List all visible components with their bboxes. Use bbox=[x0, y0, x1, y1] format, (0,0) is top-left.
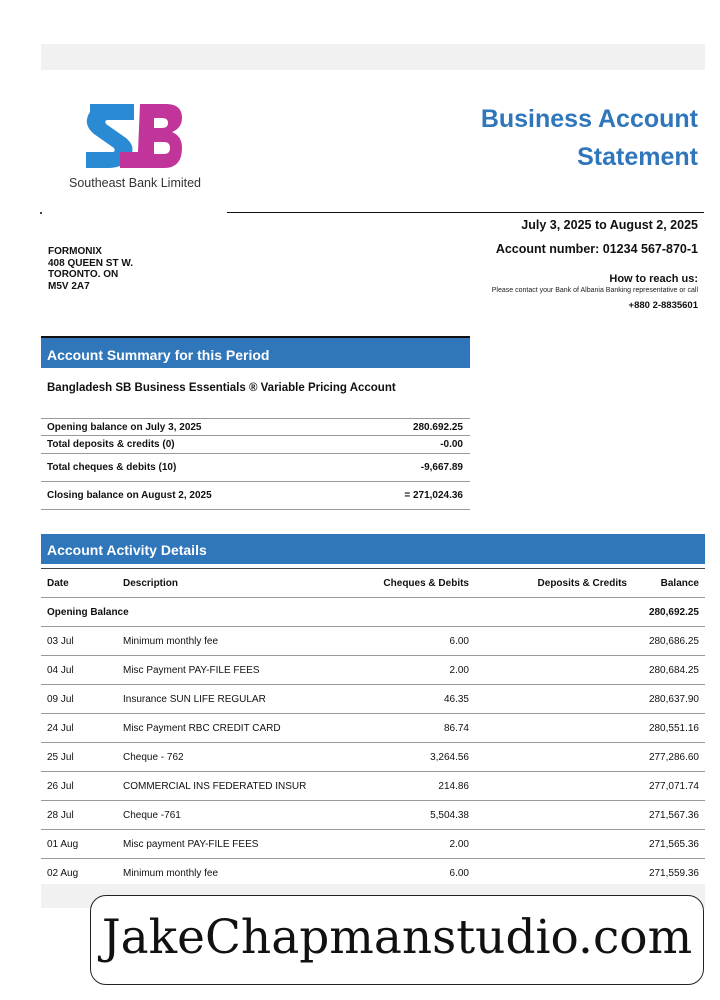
col-credits: Deposits & Credits bbox=[469, 569, 627, 598]
opening-balance: 280,692.25 bbox=[627, 598, 705, 627]
row-description: Misc payment PAY-FILE FEES bbox=[123, 830, 351, 859]
row-date: 04 Jul bbox=[41, 656, 123, 685]
row-debit: 3,264.56 bbox=[351, 743, 469, 772]
title-line-1: Business Account bbox=[480, 105, 698, 133]
row-credit bbox=[469, 801, 627, 830]
watermark-banner: JakeChapmanstudio.com bbox=[90, 895, 704, 985]
bank-name: Southeast Bank Limited bbox=[68, 176, 202, 190]
activity-table bbox=[41, 568, 705, 888]
row-debit: 2.00 bbox=[351, 656, 469, 685]
summary-row-opening bbox=[41, 419, 470, 436]
row-credit bbox=[469, 656, 627, 685]
row-date: 09 Jul bbox=[41, 685, 123, 714]
col-description: Description bbox=[123, 569, 351, 598]
title-line-2: Statement bbox=[577, 143, 698, 171]
opening-balance-row bbox=[41, 598, 705, 627]
row-credit bbox=[469, 772, 627, 801]
table-row bbox=[41, 685, 705, 714]
header-divider bbox=[227, 212, 704, 213]
account-type: Bangladesh SB Business Essentials ® Variable Pricing Account bbox=[47, 382, 396, 394]
table-row bbox=[41, 714, 705, 743]
row-description: Cheque -761 bbox=[123, 801, 351, 830]
row-description: Minimum monthly fee bbox=[123, 859, 351, 888]
statement-period: July 3, 2025 to August 2, 2025 bbox=[521, 218, 698, 232]
row-date: 26 Jul bbox=[41, 772, 123, 801]
row-date: 25 Jul bbox=[41, 743, 123, 772]
summary-label: Closing balance on August 2, 2025 bbox=[41, 482, 347, 510]
row-date: 03 Jul bbox=[41, 627, 123, 656]
table-row bbox=[41, 801, 705, 830]
mark-dot bbox=[40, 212, 42, 214]
activity-section-header: Account Activity Details bbox=[41, 534, 705, 566]
contact-text: Please contact your Bank of Albania Banking representative or call bbox=[491, 287, 698, 294]
col-date: Date bbox=[41, 569, 123, 598]
row-credit bbox=[469, 830, 627, 859]
address-line-postal: M5V 2A7 bbox=[48, 280, 90, 292]
table-row bbox=[41, 627, 705, 656]
row-credit bbox=[469, 714, 627, 743]
row-credit bbox=[469, 627, 627, 656]
summary-label: Opening balance on July 3, 2025 bbox=[41, 419, 347, 436]
row-debit: 6.00 bbox=[351, 627, 469, 656]
summary-row-closing bbox=[41, 482, 470, 510]
row-balance: 271,567.36 bbox=[627, 801, 705, 830]
row-description: Misc Payment PAY-FILE FEES bbox=[123, 656, 351, 685]
row-balance: 280,637.90 bbox=[627, 685, 705, 714]
contact-heading: How to reach us: bbox=[609, 273, 698, 285]
row-balance: 271,559.36 bbox=[627, 859, 705, 888]
row-balance: 280,684.25 bbox=[627, 656, 705, 685]
summary-table bbox=[41, 418, 470, 510]
customer-name: FORMONIX bbox=[48, 246, 102, 257]
row-balance: 277,071.74 bbox=[627, 772, 705, 801]
table-row bbox=[41, 743, 705, 772]
row-date: 24 Jul bbox=[41, 714, 123, 743]
row-debit: 2.00 bbox=[351, 830, 469, 859]
row-credit bbox=[469, 685, 627, 714]
row-date: 01 Aug bbox=[41, 830, 123, 859]
row-date: 28 Jul bbox=[41, 801, 123, 830]
customer-address bbox=[48, 246, 133, 292]
summary-section-header: Account Summary for this Period bbox=[41, 336, 470, 368]
summary-label: Total deposits & credits (0) bbox=[41, 436, 347, 454]
summary-value: -9,667.89 bbox=[347, 454, 470, 482]
contact-phone: +880 2-8835601 bbox=[628, 300, 698, 311]
summary-row-debits bbox=[41, 454, 470, 482]
row-date: 02 Aug bbox=[41, 859, 123, 888]
row-credit bbox=[469, 743, 627, 772]
row-debit: 86.74 bbox=[351, 714, 469, 743]
address-line-street: 408 QUEEN ST W. bbox=[48, 257, 134, 269]
document-title bbox=[398, 100, 698, 176]
row-balance: 280,686.25 bbox=[627, 627, 705, 656]
row-description: Misc Payment RBC CREDIT CARD bbox=[123, 714, 351, 743]
summary-value: 280.692.25 bbox=[347, 419, 470, 436]
activity-header-row bbox=[41, 569, 705, 598]
table-row bbox=[41, 772, 705, 801]
summary-label: Total cheques & debits (10) bbox=[41, 454, 347, 482]
summary-value: -0.00 bbox=[347, 436, 470, 454]
row-description: Insurance SUN LIFE REGULAR bbox=[123, 685, 351, 714]
row-description: Minimum monthly fee bbox=[123, 627, 351, 656]
row-description: Cheque - 762 bbox=[123, 743, 351, 772]
top-band bbox=[41, 44, 705, 70]
row-balance: 280,551.16 bbox=[627, 714, 705, 743]
account-number: Account number: 01234 567-870-1 bbox=[495, 242, 698, 256]
bank-logo bbox=[60, 96, 210, 196]
summary-row-deposits bbox=[41, 436, 470, 454]
col-balance: Balance bbox=[627, 569, 705, 598]
row-debit: 5,504.38 bbox=[351, 801, 469, 830]
table-row bbox=[41, 830, 705, 859]
table-row bbox=[41, 656, 705, 685]
summary-value: = 271,024.36 bbox=[347, 482, 470, 510]
row-debit: 6.00 bbox=[351, 859, 469, 888]
address-line-city: TORONTO. ON bbox=[48, 269, 119, 280]
row-debit: 214.86 bbox=[351, 772, 469, 801]
col-debits: Cheques & Debits bbox=[351, 569, 469, 598]
row-debit: 46.35 bbox=[351, 685, 469, 714]
sb-logo-icon bbox=[84, 100, 184, 172]
row-balance: 277,286.60 bbox=[627, 743, 705, 772]
opening-label: Opening Balance bbox=[41, 598, 627, 627]
row-description: COMMERCIAL INS FEDERATED INSUR bbox=[123, 772, 351, 801]
row-balance: 271,565.36 bbox=[627, 830, 705, 859]
